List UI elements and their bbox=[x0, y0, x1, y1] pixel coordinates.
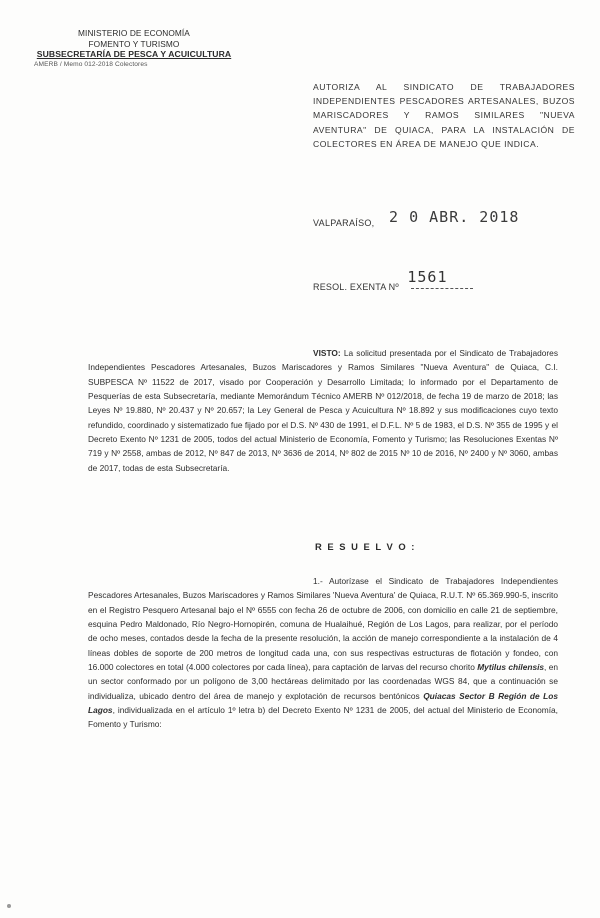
visto-heading: VISTO: bbox=[313, 348, 341, 358]
resolution-label: RESOL. EXENTA Nº bbox=[313, 282, 399, 292]
article-1-tail: , individualizada en el artículo 1º letra b) del Decreto Exento Nº 1231 de 2005, del actual del Ministerio de Economía, Fomento y Turismo: bbox=[88, 705, 558, 730]
ministry-name: MINISTERIO DE ECONOMÍA bbox=[78, 28, 190, 38]
ministry-subtitle: FOMENTO Y TURISMO bbox=[88, 38, 180, 49]
article-1-middle: , en un sector conformado por un polígono de 3,00 hectáreas delimitado por las coordenadas WGS 84, que a continuación se individualiza, ubicado dentro del área de manejo y explotación de recursos bentónicos bbox=[88, 662, 558, 701]
resolution-number: 1561 bbox=[407, 268, 448, 286]
resolution-number-line bbox=[313, 268, 448, 294]
resuelvo-heading: R E S U E L V O : bbox=[315, 541, 416, 552]
date-line bbox=[313, 208, 520, 230]
article-1-paragraph bbox=[88, 574, 558, 732]
resolution-subject: AUTORIZA AL SINDICATO DE TRABAJADORES INDEPENDIENTES PESCADORES ARTESANALES, BUZOS MARISCADORES Y RAMOS SIMILARES "NUEVA AVENTURA" DE QUIACA, PARA LA INSTALACIÓN DE COLECTORES EN ÁREA DE MANEJO QUE INDICA. bbox=[313, 82, 575, 149]
place-label: VALPARAÍSO, bbox=[313, 218, 375, 228]
file-reference: AMERB / Memo 012-2018 Colectores bbox=[34, 60, 148, 68]
undersecretariat-name: SUBSECRETARÍA DE PESCA Y ACUICULTURA bbox=[36, 49, 232, 59]
signature-line bbox=[411, 288, 473, 289]
scan-mark bbox=[7, 904, 11, 908]
article-1-text: 1.- Autorízase el Sindicato de Trabajadores Independientes Pescadores Artesanales, Buzos Mariscadores y Ramos Similares 'Nueva Aventura' de Quiaca, R.U.T. Nº 65.369.990-5, inscrito en el Registro Pesquero Artesanal bajo el Nº 6555 con fecha 26 de octubre de 2006, con domicilio en calle 21 de septiembre, esquina Pedro Maldonado, Río Negro-Hornopirén, comuna de Hualaihué, Región de Los Lagos, para realizar, por el período de ocho meses, contados desde la fecha de la presente resolución, la acción de manejo correspondiente a la instalación de 4 líneas dobles de soporte de 200 metros de longitud cada una, con sus respectivas estructuras de flotación y fondeo, con 16.000 colectores en total (4.000 colectores por cada línea), para captación de larvas del recurso chorito bbox=[88, 576, 558, 673]
visto-paragraph bbox=[88, 346, 558, 475]
management-area-name: Quiacas Sector B Región de Los Lagos bbox=[88, 690, 558, 716]
date-stamp: 2 0 ABR. 2018 bbox=[389, 208, 520, 226]
visto-text: La solicitud presentada por el Sindicato de Trabajadores Independientes Pescadores Artesanales, Buzos Mariscadores y Ramos Similares "Nueva Aventura" de Quiaca, C.I. SUBPESCA Nº 11522 de 2017, visado por Cooperación y Desarrollo Limitada; lo informado por el Departamento de Pesquerías de esta Subsecretaría, mediante Memorándum Técnico AMERB Nº 012/2018, de fecha 19 de marzo de 2018; las Leyes Nº 19.880, Nº 20.437 y Nº 20.657; la Ley General de Pesca y Acuicultura Nº 18.892 y sus modificaciones cuyo texto refundido, coordinado y sistematizado fue fijado por el D.S. Nº 430 de 1991, el D.F.L. Nº 5 de 1983, el D.S. Nº 355 de 1995 y el Decreto Exento Nº 1231 de 2005, todos del actual Ministerio de Economía, Fomento y Turismo; las Resoluciones Exentas Nº 719 y Nº 2558, ambas de 2012, Nº 847 de 2013, Nº 3636 de 2014, Nº 802 de 2015 Nº 10 de 2016, Nº 2400 y Nº 3060, ambas de 2017, todas de esta Subsecretaría. bbox=[88, 348, 558, 473]
letterhead bbox=[34, 28, 234, 70]
species-name: Mytilus chilensis bbox=[477, 662, 545, 673]
